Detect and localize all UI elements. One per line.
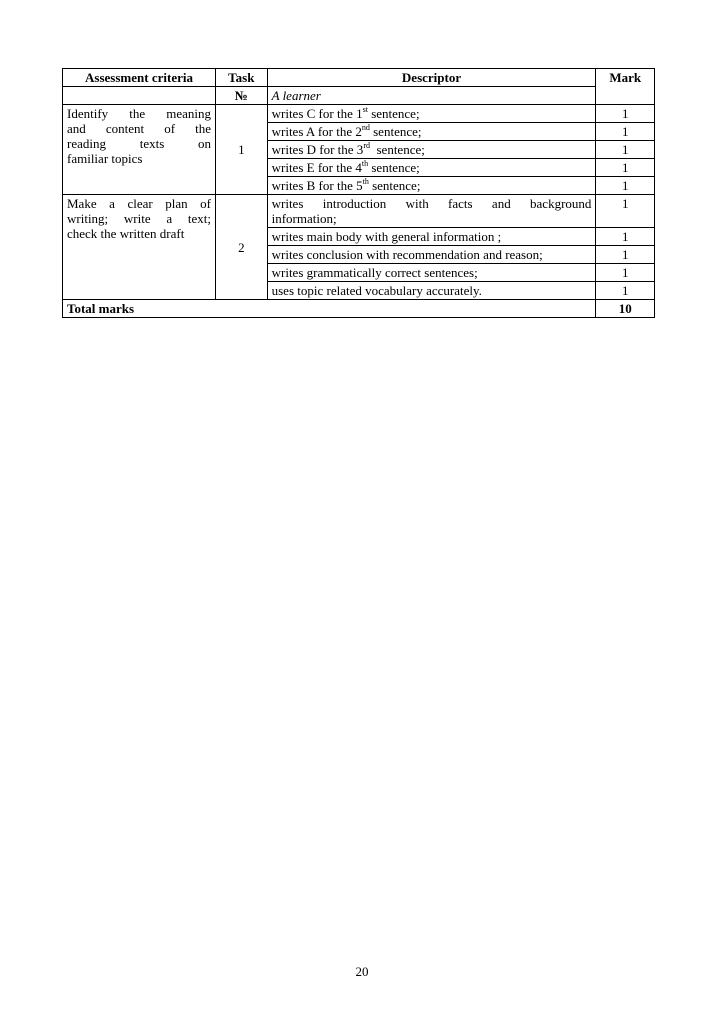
descriptor-cell [267, 159, 596, 177]
criteria-line: familiar topics [67, 151, 143, 166]
table-subheader-row [63, 87, 655, 105]
ordinal-suffix: rd [363, 140, 370, 150]
criteria-cell-group-2 [63, 195, 216, 300]
descriptor-text: sentence; [368, 178, 421, 193]
descriptor-text: information; [271, 211, 337, 226]
criteria-empty-cell [63, 87, 216, 105]
mark-cell: 1 [596, 141, 655, 159]
mark-cell: 1 [596, 264, 655, 282]
ordinal-suffix: st [362, 104, 368, 114]
descriptor-text: sentence; [368, 160, 420, 175]
assessment-rubric-table [62, 68, 655, 318]
descriptor-cell: writes grammatically correct sentences; [267, 264, 596, 282]
descriptor-text: sentence; [369, 124, 422, 139]
criteria-line: check the written draft [67, 226, 185, 241]
subheader-a-learner: A learner [267, 87, 596, 105]
table-row [63, 195, 655, 228]
mark-cell: 1 [596, 159, 655, 177]
task-number-1: 1 [216, 105, 268, 195]
header-assessment-criteria: Assessment criteria [63, 69, 216, 87]
descriptor-cell [267, 177, 596, 195]
mark-cell: 1 [596, 228, 655, 246]
criteria-line: Identify the meaning [67, 106, 212, 121]
total-marks-label: Total marks [63, 300, 596, 318]
descriptor-text: sentence; [367, 106, 420, 121]
header-task-number-sign: № [216, 87, 268, 105]
criteria-line: and content of the [67, 121, 212, 136]
criteria-text-group-1 [67, 106, 211, 166]
header-task-line1: Task [228, 70, 255, 85]
mark-cell: 1 [596, 246, 655, 264]
mark-cell: 1 [596, 282, 655, 300]
descriptor-cell [267, 105, 596, 123]
mark-cell: 1 [596, 177, 655, 195]
ordinal-suffix: nd [361, 122, 370, 132]
task-number-2: 2 [216, 195, 268, 300]
mark-cell: 1 [596, 195, 655, 228]
mark-cell: 1 [596, 105, 655, 123]
descriptor-cell [267, 141, 596, 159]
descriptor-text: writes E for the 4 [271, 160, 362, 175]
total-marks-value: 10 [596, 300, 655, 318]
criteria-cell-group-1 [63, 105, 216, 195]
descriptor-cell: writes conclusion with recommendation and reason; [267, 246, 596, 264]
total-row [63, 300, 655, 318]
descriptor-cell [267, 195, 596, 228]
criteria-line: writing; write a text; [67, 211, 212, 226]
header-mark: Mark [596, 69, 655, 105]
descriptor-text: writes C for the 1 [271, 106, 363, 121]
table-row [63, 105, 655, 123]
mark-cell: 1 [596, 123, 655, 141]
ordinal-suffix: th [362, 176, 369, 186]
descriptor-cell: writes main body with general information ; [267, 228, 596, 246]
descriptor-text: writes B for the 5 [271, 178, 363, 193]
descriptor-text: writes A for the 2 [271, 124, 362, 139]
header-descriptor: Descriptor [267, 69, 596, 87]
criteria-text-group-2 [67, 196, 211, 241]
descriptor-cell [267, 123, 596, 141]
descriptor-cell: uses topic related vocabulary accurately. [267, 282, 596, 300]
descriptor-text: writes introduction with facts and background [271, 196, 592, 211]
ordinal-suffix: th [361, 158, 369, 168]
criteria-line: reading texts on [67, 136, 212, 151]
page-number: 20 [355, 964, 369, 979]
header-task [216, 69, 268, 87]
descriptor-text: writes D for the 3 [271, 142, 364, 157]
criteria-line: Make a clear plan of [67, 196, 212, 211]
descriptor-text: sentence; [369, 142, 425, 157]
table-header-row [63, 69, 655, 87]
